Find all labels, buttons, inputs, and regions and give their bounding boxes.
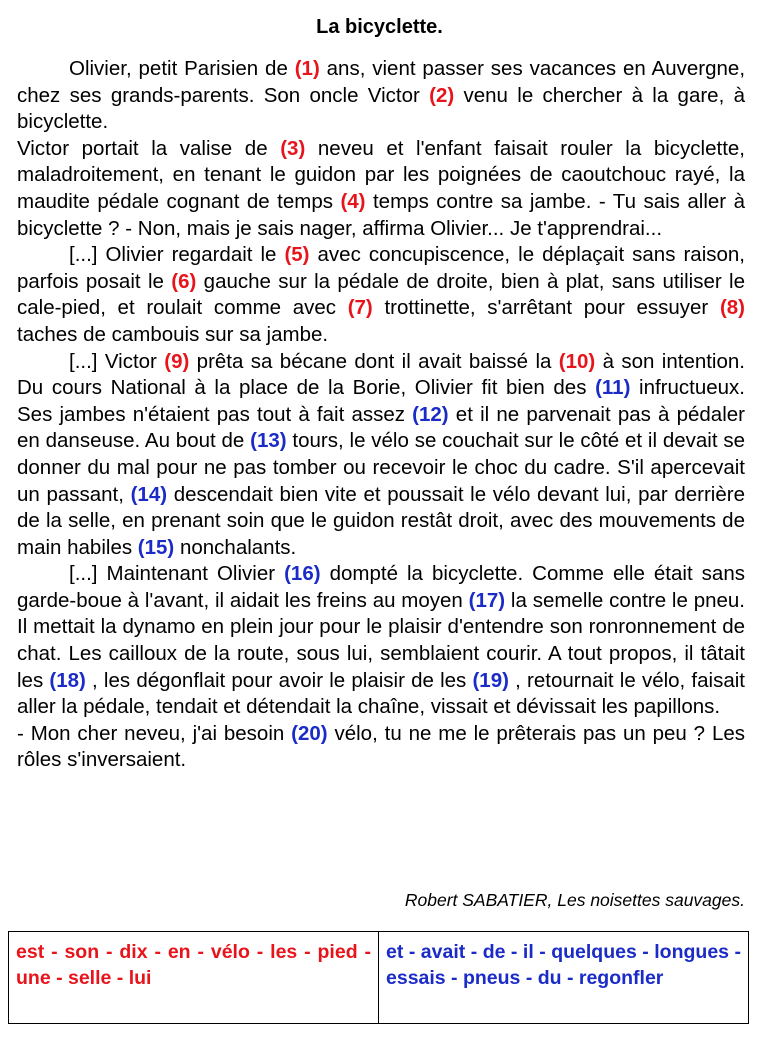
blank-19: (19) [472,668,509,692]
blank-16: (16) [284,562,321,586]
blank-2: (2) [429,83,455,107]
source-citation: Robert SABATIER, Les noisettes sauvages. [404,890,745,910]
blank-13: (13) [250,429,287,453]
blank-15: (15) [137,535,175,559]
blank-7: (7) [347,296,373,320]
blank-6: (6) [171,269,197,293]
blank-18: (18) [49,668,86,692]
blank-20: (20) [291,721,328,745]
blank-10: (10) [558,349,596,373]
paragraph-2: Victor portait la valise de (3) neveu et l'enfant faisait rouler la bicyclette, maladroitement, en tenant le guidon par les poignées de caoutchouc rayé, la maudite pédale cognant de temps (4) temps contre sa jambe. - Tu sais aller à bicyclette ? - Non, mais je sais nager, affirma Olivier... Je t'apprendrai... [17,136,746,240]
blank-1: (1) [294,57,320,80]
blank-12: (12) [412,402,449,426]
word-bank-blue: et - avait - de - il - quelques - longues - essais - pneus - du - regonfler [379,932,749,1024]
blank-14: (14) [130,482,168,506]
paragraph-3: [...] Olivier regardait le (5) avec concupiscence, le déplaçait sans raison, parfois posait le (6) gauche sur la pédale de droite, bien à plat, sans utiliser le cale-pied, et roulait comme avec (7) trottinette, s'arrêtant pour essuyer (8) taches de cambouis sur sa jambe. [17,243,746,346]
blank-3: (3) [280,136,306,160]
paragraph-1: Olivier, petit Parisien de (1) ans, vient passer ses vacances en Auvergne, chez ses grands-parents. Son oncle Victor (2) venu le chercher à la gare, à bicyclette. [17,57,746,134]
word-bank-table [8,931,749,1024]
page-title: La bicyclette. [316,16,443,38]
blank-5: (5) [284,243,310,267]
paragraph-4: [...] Victor (9) prêta sa bécane dont il avait baissé la (10) à son intention. Du cours National à la place de la Borie, Olivier fit bien des (11) infructueux. Ses jambes n'étaient pas tout à fait assez (12) et il ne parvenait pas à pédaler en danseuse. Au bout de (13) tours, le vélo se couchait sur le côté et il devait se donner du mal pour ne pas tomber ou recevoir le choc du cadre. S'il apercevait un passant, (14) descendait bien vite et poussait le vélo devant lui, par derrière de la selle, en prenant soin que le guidon restât droit, avec des mouvements de main habiles (15) nonchalants. [17,349,745,559]
word-bank-red: est - son - dix - en - vélo - les - pied - une - selle - lui [9,932,379,1024]
blank-4: (4) [340,189,366,213]
blank-9: (9) [164,349,190,373]
blank-8: (8) [719,296,745,320]
story-text [17,56,745,774]
paragraph-6: - Mon cher neveu, j'ai besoin (20) vélo, tu ne me le prêterais pas un peu ? Les rôles s'inversaient. [17,721,745,772]
blank-17: (17) [468,588,506,612]
blank-11: (11) [595,376,631,400]
paragraph-5: [...] Maintenant Olivier (16) dompté la bicyclette. Comme elle était sans garde-boue à l'avant, il aidait les freins au moyen (17) la semelle contre le pneu. Il mettait la dynamo en plein jour pour le plaisir d'entendre son ronronnement de chat. Les cailloux de la route, sous lui, semblaient courir. A tout propos, il tâtait les (18) , les dégonflait pour avoir le plaisir de les (19) , retournait le vélo, faisait aller la pédale, tendait et détendait la chaîne, vissait et dévissait les papillons. [17,562,745,719]
